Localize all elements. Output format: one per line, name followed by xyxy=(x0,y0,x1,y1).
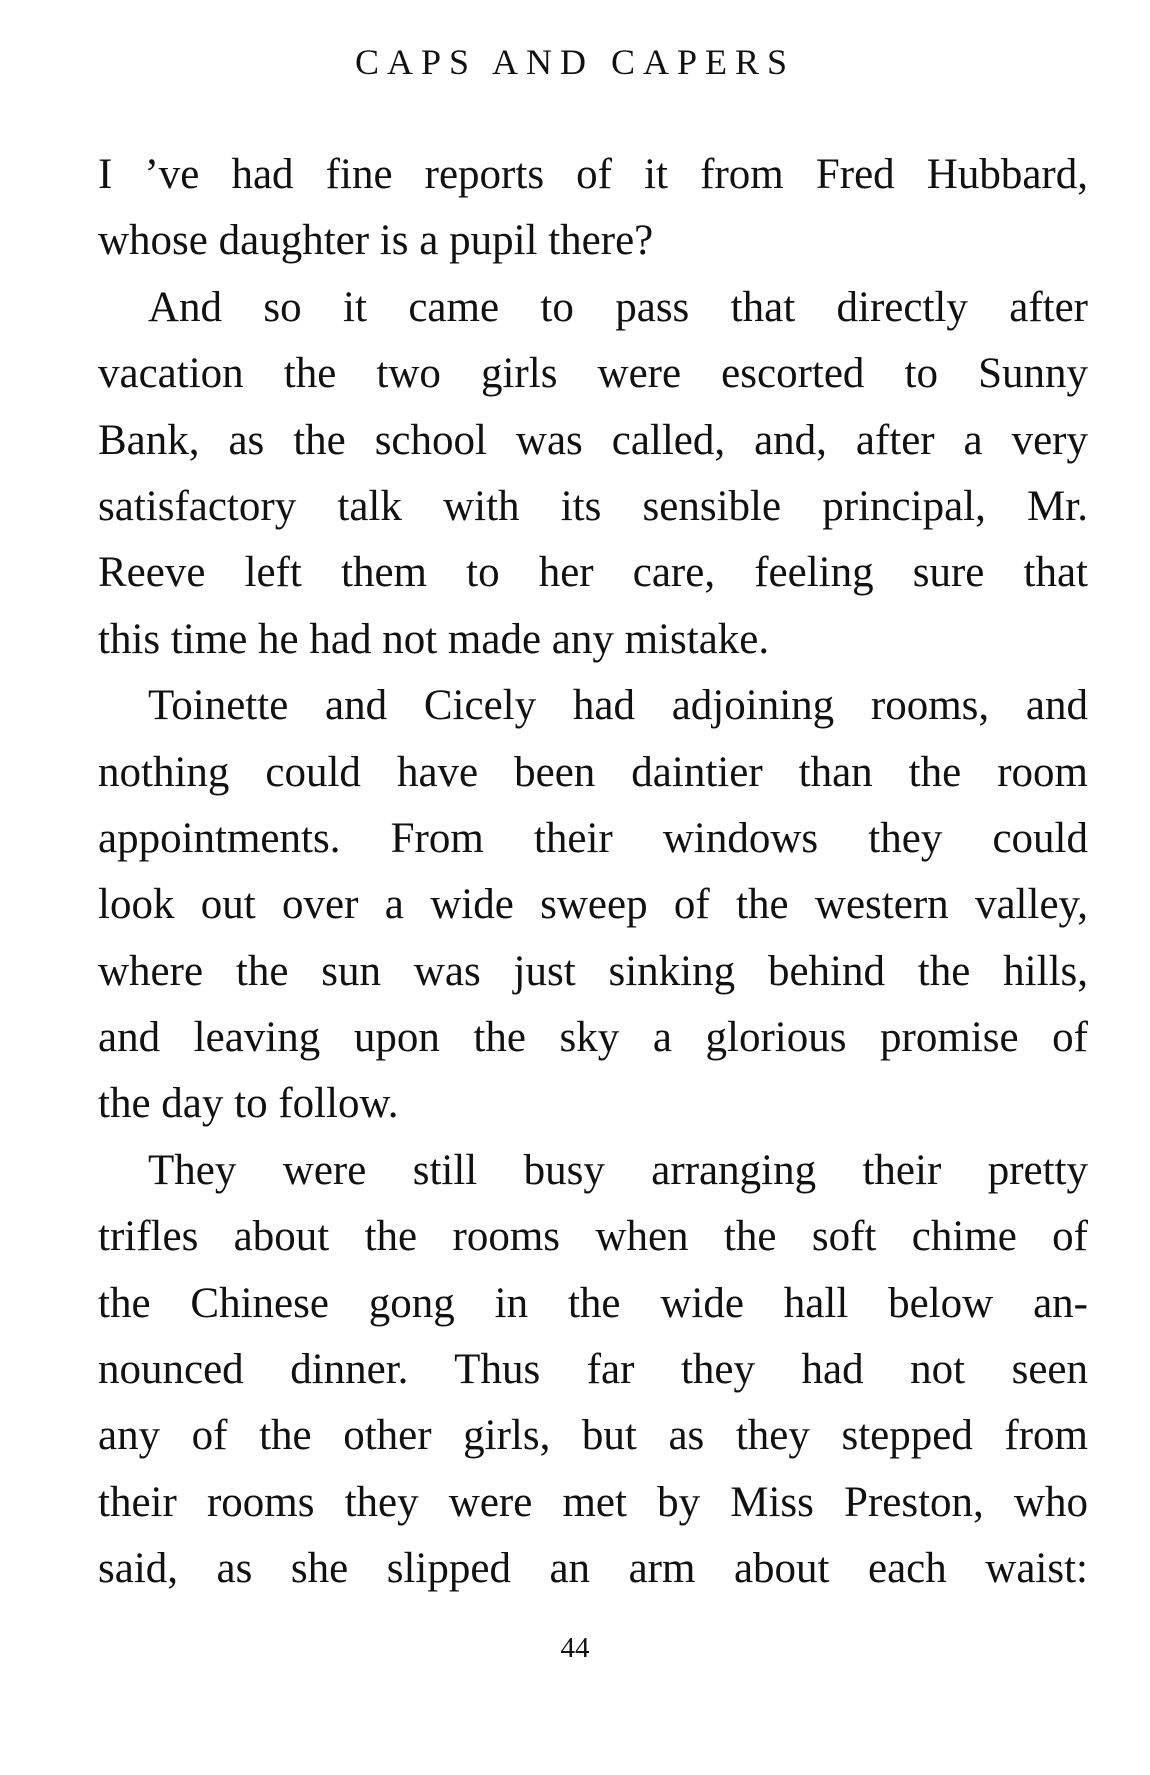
text-line: whose daughter is a pupil there? xyxy=(98,217,654,265)
text-line: the Chinese gong in the wide hall below an- xyxy=(98,1279,1088,1327)
body-text xyxy=(98,142,1088,1603)
text-line: this time he had not made any mistake. xyxy=(98,615,770,663)
text-line: look out over a wide sweep of the western valley, xyxy=(98,881,1088,929)
text-line: nothing could have been daintier than the room xyxy=(98,748,1088,796)
text-line: any of the other girls, but as they stepped from xyxy=(98,1412,1088,1460)
text-line: their rooms they were met by Miss Preston, who xyxy=(98,1478,1088,1526)
text-line: Reeve left them to her care, feeling sure that xyxy=(98,549,1088,597)
text-line: vacation the two girls were escorted to Sunny xyxy=(98,350,1088,398)
text-line: where the sun was just sinking behind the hills, xyxy=(98,947,1088,995)
text-line: said, as she slipped an arm about each waist: xyxy=(98,1545,1088,1593)
page-number: 44 xyxy=(560,1632,590,1664)
text-line: trifles about the rooms when the soft chime of xyxy=(98,1213,1088,1261)
running-head: CAPS AND CAPERS xyxy=(354,42,796,82)
text-line: and leaving upon the sky a glorious promise of xyxy=(98,1014,1088,1062)
text-line: And so it came to pass that directly after xyxy=(148,283,1088,331)
text-line: They were still busy arranging their pretty xyxy=(148,1146,1088,1194)
text-line: nounced dinner. Thus far they had not seen xyxy=(98,1346,1088,1394)
text-line: Bank, as the school was called, and, after a very xyxy=(98,416,1088,464)
text-line: the day to follow. xyxy=(98,1080,399,1128)
text-line: appointments. From their windows they could xyxy=(98,814,1088,862)
text-line: satisfactory talk with its sensible principal, Mr. xyxy=(98,482,1088,530)
text-line: I ’ve had fine reports of it from Fred Hubbard, xyxy=(98,151,1088,198)
text-line: Toinette and Cicely had adjoining rooms, and xyxy=(148,682,1088,730)
